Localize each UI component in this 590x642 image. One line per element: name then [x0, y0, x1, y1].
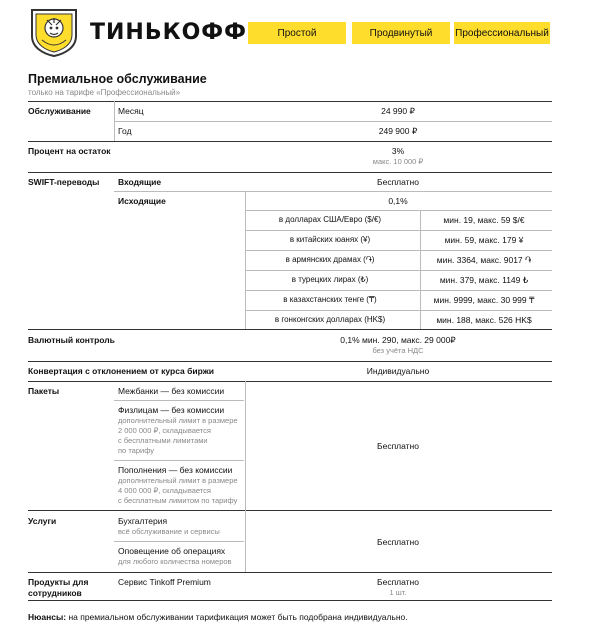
- package-title: Пополнения — без комиссии: [118, 465, 233, 475]
- employees-label: сотрудников: [28, 588, 82, 598]
- swift-currency: в китайских юанях (¥): [289, 235, 371, 244]
- year-label: Год: [118, 126, 132, 136]
- service-item-note: всё обслуживание и сервисы: [118, 527, 220, 536]
- swift-limits: мин. 59, макс. 179 ¥: [444, 235, 524, 245]
- divider: [28, 600, 552, 601]
- swift-currency: в армянских драмах (֏): [285, 255, 375, 264]
- brand-name: ТИНЬКОФФ: [90, 20, 247, 45]
- footer-note: [28, 612, 408, 622]
- swift-label: SWIFT-переводы: [28, 177, 100, 187]
- divider: [420, 210, 421, 329]
- divider: [114, 191, 552, 192]
- tab-professional[interactable]: Профессиональный: [454, 22, 550, 44]
- divider: [28, 510, 552, 511]
- swift-currency: в турецких лирах (₺): [291, 275, 369, 284]
- package-title: Физлицам — без комиссии: [118, 405, 225, 415]
- swift-currency: в долларах США/Евро ($/€): [278, 215, 382, 224]
- package-note: по тарифу: [118, 446, 155, 455]
- month-label: Месяц: [118, 106, 144, 116]
- divider: [28, 172, 552, 173]
- employees-item: Сервис Tinkoff Premium: [118, 577, 211, 587]
- divider: [28, 361, 552, 362]
- currency-control-note: без учёта НДС: [372, 346, 424, 355]
- divider: [245, 510, 246, 572]
- services-label: Услуги: [28, 516, 57, 526]
- package-note: 4 000 000 ₽, складывается: [118, 486, 211, 495]
- package-note: с бесплатными лимитами: [118, 436, 208, 445]
- packages-label: Пакеты: [28, 386, 60, 396]
- divider: [245, 230, 552, 231]
- employees-label: Продукты для: [28, 577, 89, 587]
- conversion-label: Конвертация с отклонением от курса биржи: [28, 366, 214, 376]
- service-item-note: для любого количества номеров: [118, 557, 232, 566]
- divider: [114, 400, 244, 401]
- footer-label: Нюансы:: [28, 612, 67, 622]
- services-value: Бесплатно: [377, 537, 419, 547]
- divider: [28, 572, 552, 573]
- package-note: дополнительный лимит в размере: [118, 476, 238, 485]
- footer-text: на премиальном обслуживании тарификация может быть подобрана индивидуально.: [66, 612, 408, 622]
- conversion-value: Индивидуально: [366, 366, 430, 376]
- currency-control-label: Валютный контроль: [28, 335, 115, 345]
- year-value: 249 900 ₽: [378, 126, 418, 136]
- employees-value: Бесплатно: [377, 577, 419, 587]
- service-label: Обслуживание: [28, 106, 91, 116]
- divider: [114, 101, 115, 141]
- swift-limits: мин. 188, макс. 526 HK$: [436, 315, 532, 325]
- package-title: Межбанки — без комиссии: [118, 386, 225, 396]
- package-note: дополнительный лимит в размере: [118, 416, 238, 425]
- tab-simple[interactable]: Простой: [248, 22, 346, 44]
- swift-outgoing-label: Исходящие: [118, 196, 166, 206]
- divider: [245, 290, 552, 291]
- divider: [245, 270, 552, 271]
- divider: [245, 250, 552, 251]
- divider: [245, 310, 552, 311]
- divider: [245, 381, 246, 510]
- service-item-title: Оповещение об операциях: [118, 546, 226, 556]
- divider: [245, 210, 552, 211]
- divider: [28, 329, 552, 330]
- divider: [114, 121, 552, 122]
- divider: [28, 101, 552, 102]
- swift-limits: мин. 9999, макс. 30 999 ₸: [433, 295, 535, 305]
- swift-limits: мин. 379, макс. 1149 ₺: [439, 275, 529, 285]
- swift-limits: мин. 19, макс. 59 $/€: [443, 215, 525, 225]
- currency-control-value: 0,1% мин. 290, макс. 29 000₽: [340, 335, 456, 345]
- tinkoff-shield-logo-icon: [28, 6, 80, 58]
- tab-advanced[interactable]: Продвинутый: [352, 22, 450, 44]
- swift-currency: в казахстанских тенге (₸): [283, 295, 377, 304]
- interest-note: макс. 10 000 ₽: [372, 157, 424, 166]
- swift-outgoing-value: 0,1%: [388, 196, 408, 206]
- page-subtitle: только на тарифе «Профессиональный»: [28, 88, 181, 97]
- divider: [245, 191, 246, 329]
- packages-value: Бесплатно: [377, 441, 419, 451]
- divider: [28, 381, 552, 382]
- swift-limits: мин. 3364, макс. 9017 ֏: [436, 255, 532, 265]
- interest-label: Процент на остаток: [28, 146, 111, 156]
- divider: [28, 141, 552, 142]
- swift-incoming-label: Входящие: [118, 177, 162, 187]
- package-note: с бесплатным лимитом по тарифу: [118, 496, 238, 505]
- employees-note: 1 шт.: [389, 588, 407, 597]
- month-value: 24 990 ₽: [381, 106, 415, 116]
- swift-incoming-value: Бесплатно: [377, 177, 419, 187]
- swift-currency: в гонконгских долларах (HK$): [274, 315, 386, 324]
- package-note: 2 000 000 ₽, складывается: [118, 426, 211, 435]
- interest-value: 3%: [391, 146, 405, 156]
- page-title: Премиальное обслуживание: [28, 72, 207, 86]
- service-item-title: Бухгалтерия: [118, 516, 168, 526]
- divider: [114, 541, 244, 542]
- divider: [114, 460, 244, 461]
